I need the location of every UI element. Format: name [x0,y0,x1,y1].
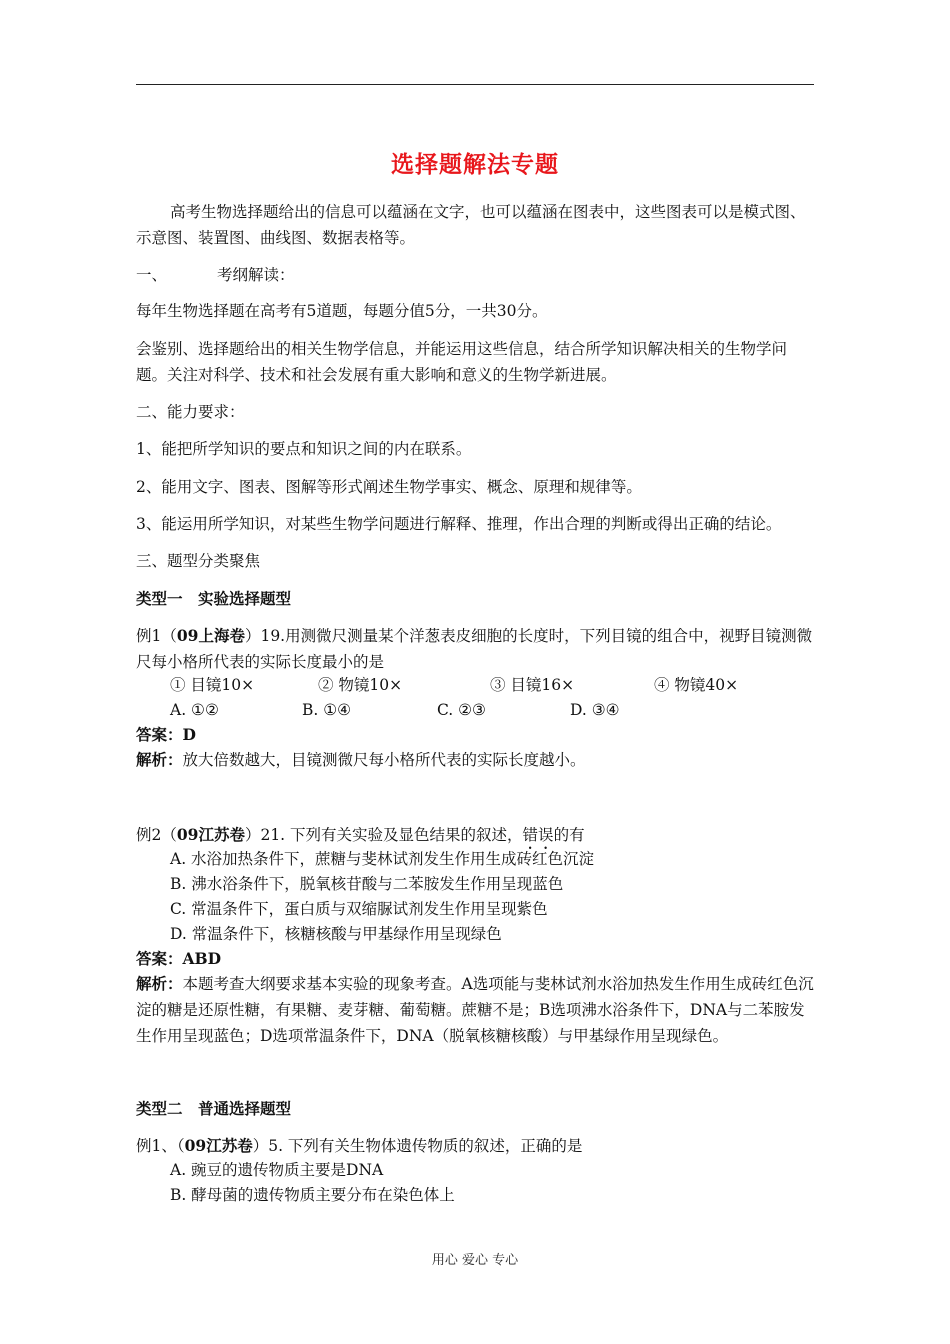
section1-para1: 每年生物选择题在高考有5道题，每题分值5分，一共30分。 [136,302,548,320]
type1-ex1-item-1: ① 目镜10× [170,676,255,694]
type1-ex1-analysis [136,747,816,773]
type2-ex1-stem: ）5. 下列有关生物体遗传物质的叙述，正确的是 [252,1137,583,1155]
type1-ex1-item-3: ③ 目镜16× [490,676,575,694]
type1-ex2-option-c: C. 常温条件下，蛋白质与双缩脲试剂发生作用呈现紫色 [170,900,548,918]
type1-ex2-analysis-label: 解析： [136,974,183,993]
type1-ex2-option-a: A. 水浴加热条件下，蔗糖与斐林试剂发生作用生成砖红色沉淀 [170,850,595,868]
type1-ex1-option-b: B. ①④ [302,701,352,719]
type2-ex1-option-a: A. 豌豆的遗传物质主要是DNA [170,1161,384,1179]
type1-ex1-answer-label: 答案： [136,725,183,744]
type2-ex1-prefix: 例1、（ [136,1137,185,1155]
type1-ex1-item-2: ② 物镜10× [318,676,403,694]
type1-ex1-question [136,623,816,675]
type1-ex2-analysis-text: 本题考查大纲要求基本实验的现象考查。A选项能与斐林试剂水浴加热发生作用生成砖红色沉淀的糖是还原性糖，有果糖、麦芽糖、葡萄糖。蔗糖不是；B选项沸水浴条件下，DNA与二苯胺发生作用呈现蓝色；D选项常温条件下，DNA（脱氧核糖核酸）与甲基绿作用呈现绿色。 [136,975,814,1045]
type1-ex1-option-c: C. ②③ [437,701,486,719]
header-rule [136,84,814,85]
type1-ex2-answer-label: 答案： [136,949,183,968]
type1-ex1-source: 09上海卷 [176,626,245,645]
type1-ex2-prefix: 例2（ [136,826,177,844]
section3-heading: 三、题型分类聚焦 [136,552,261,570]
type1-ex2-answer [136,946,816,972]
type1-ex2-option-d: D. 常温条件下，核糖核酸与甲基绿作用呈现绿色 [170,925,502,943]
page-title: 选择题解法专题 [391,151,559,178]
type1-ex2-analysis [136,971,816,1049]
section1-heading-text: 考纲解读： [217,266,295,284]
type1-ex1-answer-value: D [182,725,196,744]
section1-heading [136,262,816,288]
section1-para2: 会鉴别、选择题给出的相关生物学信息，并能运用这些信息，结合所学知识解决相关的生物学问题。关注对科学、技术和社会发展有重大影响和意义的生物学新进展。 [136,340,788,384]
section1-heading-num: 一、 [136,266,168,284]
type1-ex2-stem-b: 的有 [553,826,585,844]
type2-heading: 类型二 普通选择题型 [136,1099,292,1118]
type1-ex1-analysis-label: 解析： [136,750,183,769]
type1-ex2-stem-a: ）21. 下列有关实验及显色结果的叙述， [244,826,523,844]
type1-ex1-stem: ）19.用测微尺测量某个洋葱表皮细胞的长度时，下列目镜的组合中，视野目镜测微尺每小格所代表的实际长度最小的是 [136,627,813,671]
intro-paragraph: 高考生物选择题给出的信息可以蕴涵在文字，也可以蕴涵在图表中，这些图表可以是模式图、示意图、装置图、曲线图、数据表格等。 [136,203,806,247]
type1-ex2-source: 09江苏卷 [176,825,245,844]
type1-ex1-prefix: 例1（ [136,627,177,645]
section2-item-3: 3、能运用所学知识，对某些生物学问题进行解释、推理，作出合理的判断或得出正确的结论。 [136,515,782,533]
type2-ex1-option-b: B. 酵母菌的遗传物质主要分布在染色体上 [170,1186,455,1204]
page-footer: 用心 爱心 专心 [431,1253,519,1268]
type1-ex1-answer [136,722,816,748]
section2-item-2: 2、能用文字、图表、图解等形式阐述生物学事实、概念、原理和规律等。 [136,478,642,496]
type1-ex1-option-a: A. ①② [170,701,219,719]
section2-item-1: 1、能把所学知识的要点和知识之间的内在联系。 [136,440,472,458]
type1-ex2-emphasis: 错误 [522,826,554,844]
type2-ex1-question [136,1133,816,1159]
type2-ex1-source: 09江苏卷 [184,1136,253,1155]
type1-ex2-option-b: B. 沸水浴条件下，脱氧核苷酸与二苯胺发生作用呈现蓝色 [170,875,564,893]
type1-ex1-item-4: ④ 物镜40× [654,676,739,694]
type1-ex1-option-d: D. ③④ [570,701,620,719]
type1-ex1-analysis-text: 放大倍数越大，目镜测微尺每小格所代表的实际长度越小。 [182,751,586,769]
type1-heading: 类型一 实验选择题型 [136,589,292,608]
type1-ex2-answer-value: ABD [182,949,222,968]
section2-heading: 二、能力要求： [136,403,245,421]
